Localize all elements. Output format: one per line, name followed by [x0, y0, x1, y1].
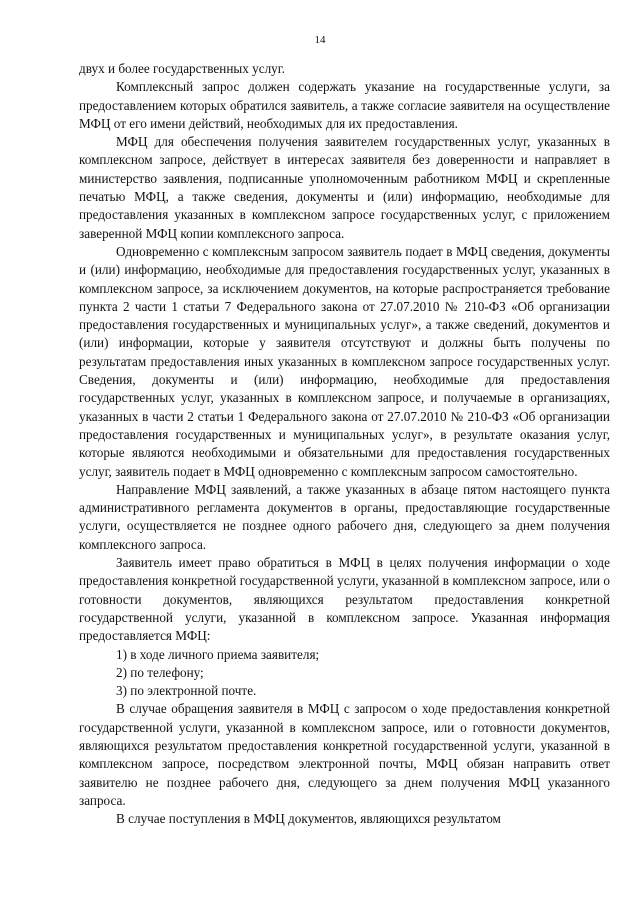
paragraph: Заявитель имеет право обратиться в МФЦ в целях получения информации о ходе предоставления конкретной государственной услуги, указанной в комплексном запросе, или о готовности документов, являющихся результатом предоставления конкретной государственной услуги, указанной в комплексном запросе. Указанная информация предоставляется МФЦ: [79, 555, 610, 644]
document-body [79, 60, 610, 828]
paragraph: двух и более государственных услуг. [79, 61, 285, 76]
list-item: 3) по электронной почте. [116, 683, 257, 699]
page-number: 14 [314, 34, 326, 46]
paragraph: Направление МФЦ заявлений, а также указанных в абзаце пятом настоящего пункта административного регламента документов в органы, предоставляющие государственные услуги, осуществляется не позднее одного рабочего дня, следующего за днем получения комплексного запроса. [79, 481, 610, 552]
paragraph: В случае обращения заявителя в МФЦ с запросом о ходе предоставления конкретной государственной услуги, указанной в комплексном запросе, или о готовности документов, являющихся результатом предоставления конкретной государственной услуги, указанной в комплексном запросе, посредством электронной почты, МФЦ обязан направить ответ заявителю не позднее рабочего дня, следующего за днем получения МФЦ указанного запроса. [79, 701, 610, 808]
paragraph: Одновременно с комплексным запросом заявитель подает в МФЦ сведения, документы и (или) информацию, необходимые для предоставления государственных услуг, указанных в комплексном запросе, за исключением документов, на которые распространяется требование пункта 2 части 1 статьи 7 Федерального закона от 27.07.2010 № 210-ФЗ «Об организации предоставления государственных и муниципальных услуг», а также сведений, документов и (или) информации, которые у заявителя отсутствуют и должны быть получены по результатам предоставления иных указанных в комплексном запросе государственных услуг. Сведения, документы и (или) информацию, необходимые для предоставления государственных услуг, указанных в комплексном запросе, и получаемые в организациях, указанных в части 2 статьи 1 Федерального закона от 27.07.2010 № 210-ФЗ «Об организации предоставления государственных и муниципальных услуг», в результате оказания услуг, которые являются необходимыми и обязательными для предоставления государственных услуг, заявитель подает в МФЦ одновременно с комплексным запросом самостоятельно. [79, 243, 610, 479]
paragraph: Комплексный запрос должен содержать указание на государственные услуги, за предоставлением которых обратился заявитель, а также согласие заявителя на осуществление МФЦ от его имени действий, необходимых для их предоставления. [79, 79, 610, 131]
paragraph: В случае поступления в МФЦ документов, являющихся результатом [116, 811, 501, 827]
list-item: 1) в ходе личного приема заявителя; [116, 646, 320, 662]
list-item: 2) по телефону; [116, 664, 204, 680]
paragraph: МФЦ для обеспечения получения заявителем государственных услуг, указанных в комплексном запросе, действует в интересах заявителя без доверенности и направляет в министерство заявления, подписанные уполномоченным работником МФЦ и скрепленные печатью МФЦ, а также сведения, документы и (или) информацию, необходимые для предоставления указанных в комплексном запросе государственных услуг, с приложением заверенной МФЦ копии комплексного запроса. [79, 134, 610, 241]
